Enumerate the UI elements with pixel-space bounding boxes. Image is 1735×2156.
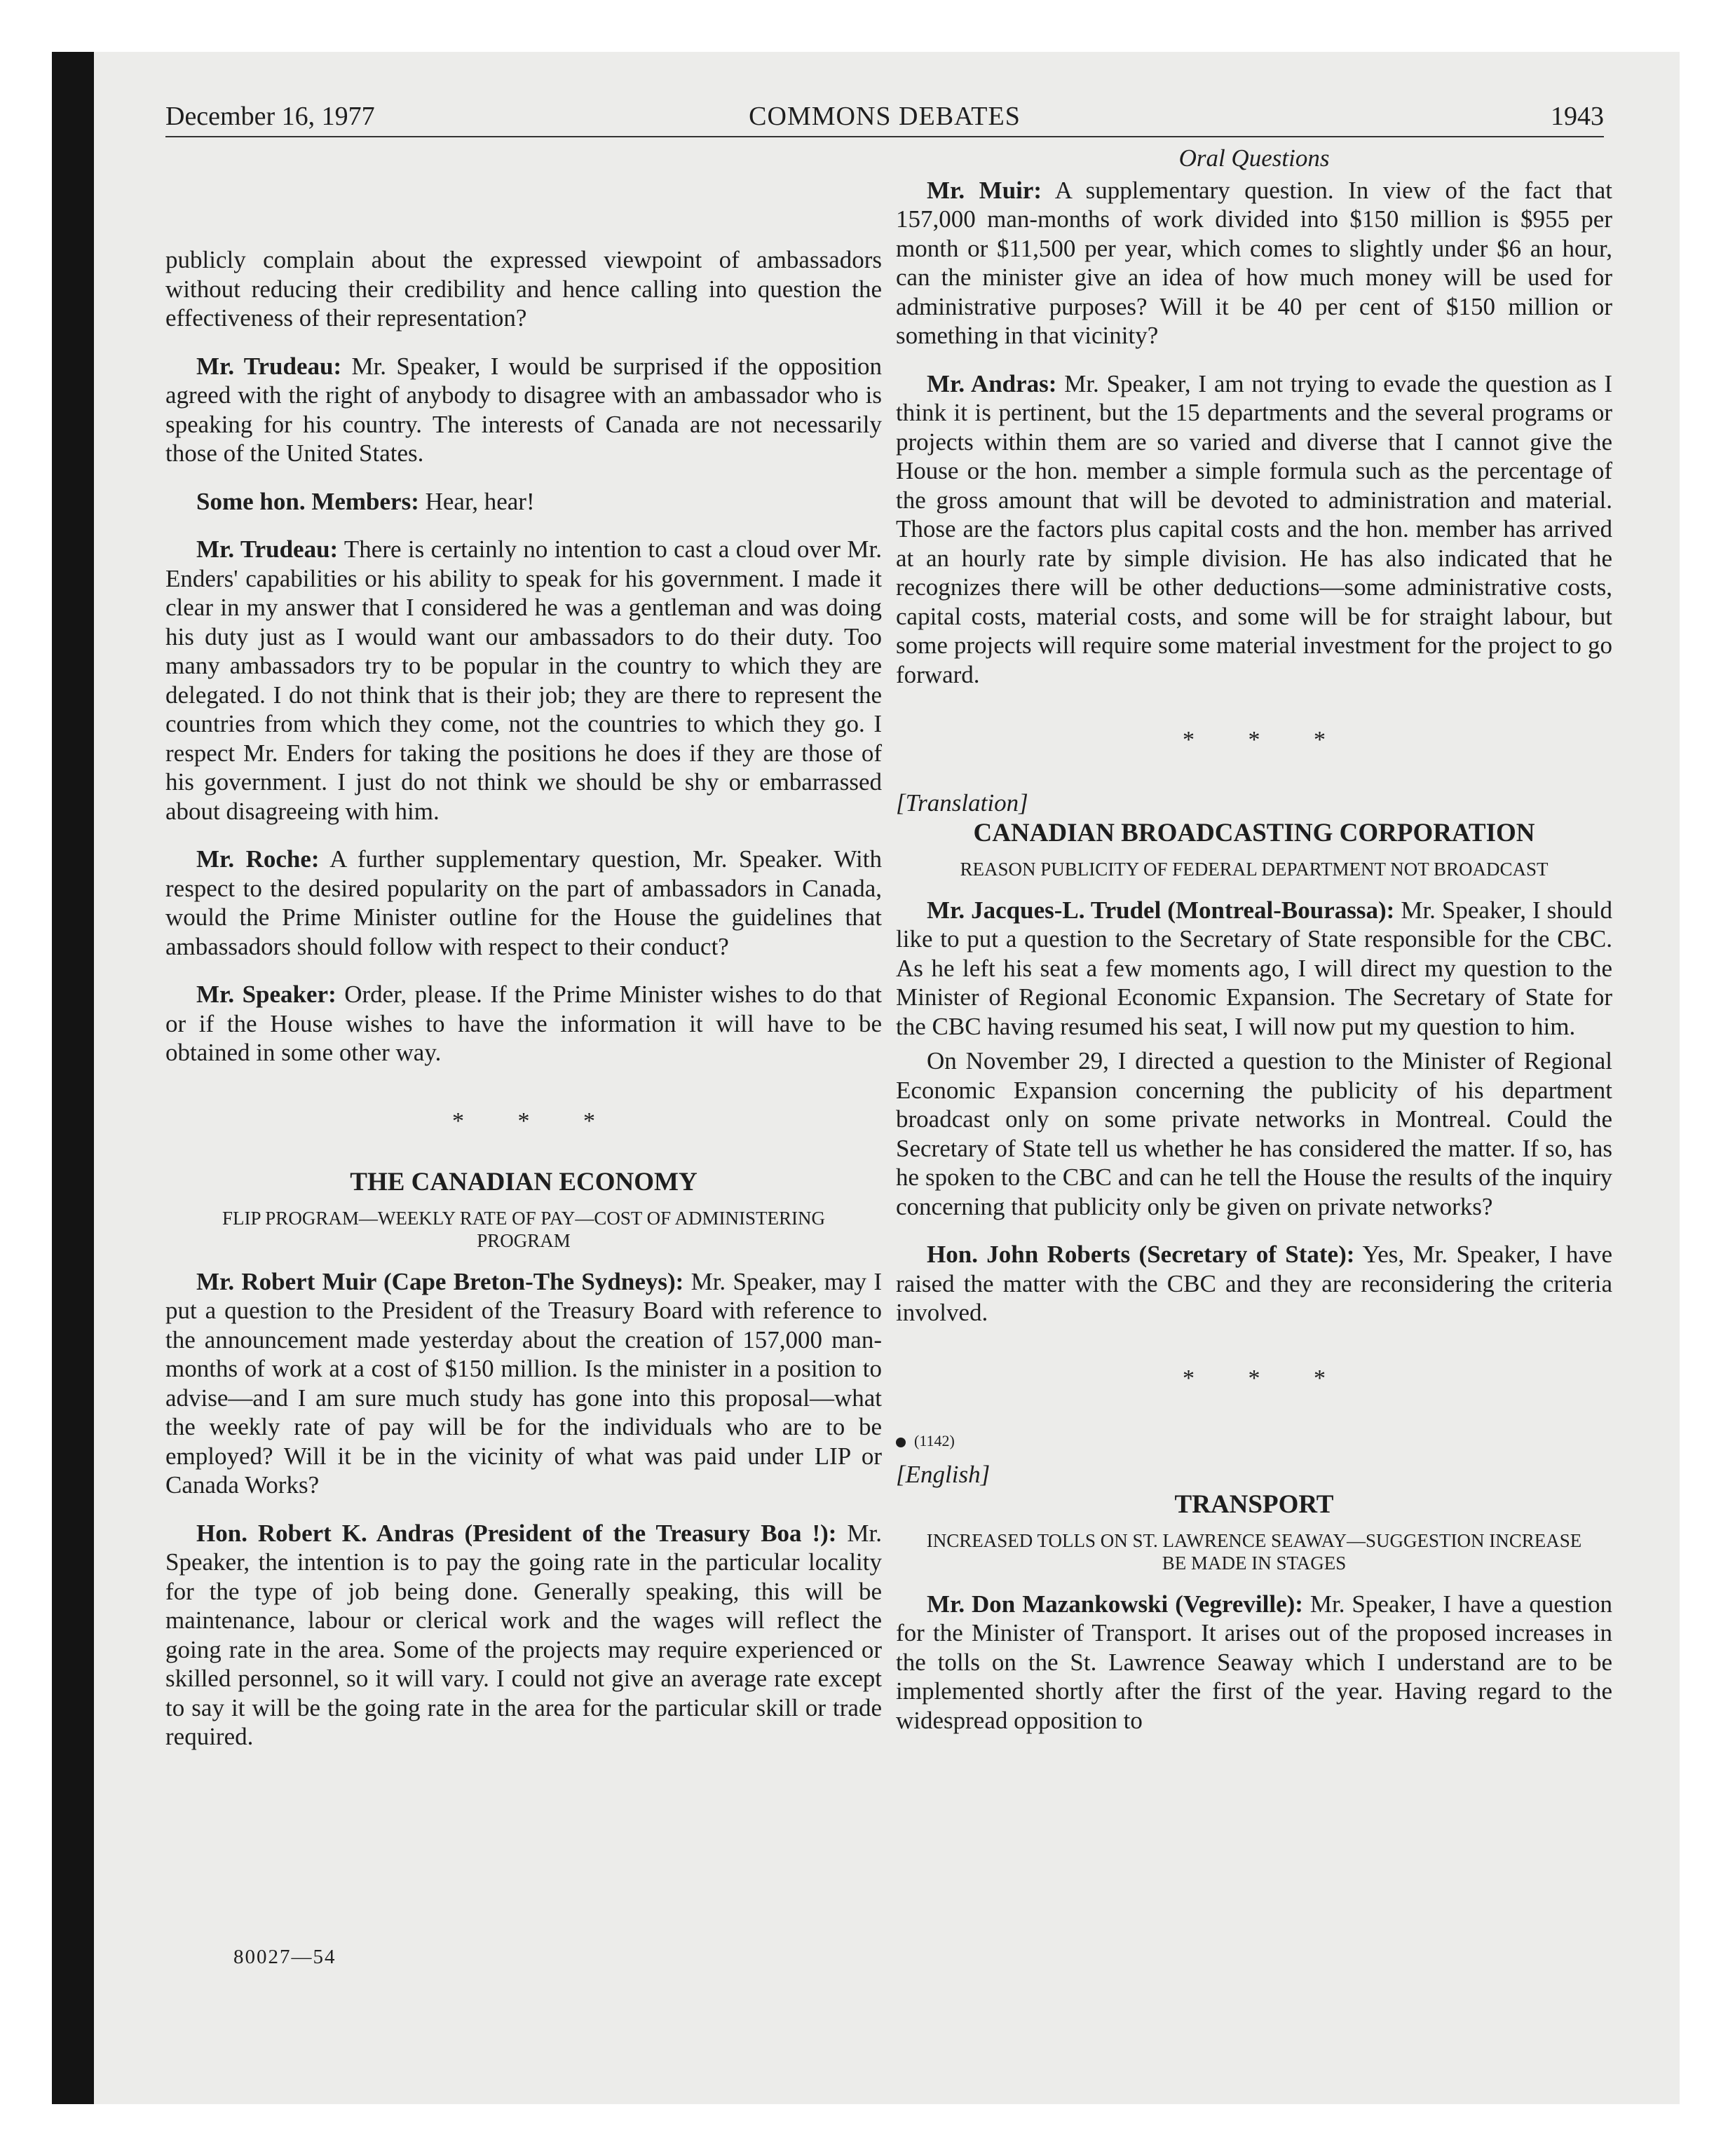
paragraph [896,896,1612,1042]
speech-text: Order, please. If the Prime Minister wishes to do that or if the House wishes to have the information it will have to be obtained in some other way. [165,981,882,1066]
speaker-name: Hon. Robert K. Andras (President of the Treasury Boa !): [196,1519,837,1547]
paragraph [896,369,1612,690]
paragraph [165,1519,882,1752]
paragraph [165,535,882,826]
speaker-name: Hon. John Roberts (Secretary of State): [927,1241,1355,1268]
speech-text: A further supplementary question, Mr. Speaker. With respect to the desired popularity on the part of ambassadors in Canada, would the Prime Minister outline for the House the guidelines that ambassadors should follow with respect to their conduct? [165,845,882,960]
section-subheading: INCREASED TOLLS ON ST. LAWRENCE SEAWAY—SUGGESTION INCREASE BE MADE IN STAGES [926,1529,1582,1574]
section-heading: THE CANADIAN ECONOMY [350,1168,698,1196]
header-date: December 16, 1977 [165,102,375,131]
bullet-icon [896,1438,906,1447]
footer-code: 80027—54 [233,1946,336,1968]
section-separator: * * * [452,1107,619,1134]
paragraph: On November 29, I directed a question to the Minister of Regional Economic Expansion concerning the publicity of his department broadcast only on some private networks in Montreal. Could the Secretary of State tell us whether he has considered the matter. If so, has he spoken to the CBC and can he tell the House the results of the inquiry concerning that publicity only be given on private networks? [896,1047,1612,1220]
right-column [896,144,1612,1735]
speaker-name: Mr. Roche: [196,845,320,873]
section-heading: TRANSPORT [1174,1490,1334,1519]
speech-text: Yes, Mr. Speaker, I have raised the matter with the CBC and they are reconsidering the criteria involved. [896,1241,1612,1326]
section-separator: * * * [1183,727,1349,753]
speech-text: Mr. Speaker, I would be surprised if the opposition agreed with the right of anybody to disagree with an ambassador who is speaking for his country. The interests of Canada are not necessarily those of the United States. [165,352,882,467]
speech-text: Mr. Speaker, I have a question for the Minister of Transport. It arises out of the proposed increases in the tolls on the St. Lawrence Seaway which I understand are to be implemented shortly after the first of the year. Having regard to the widespread opposition to [896,1590,1612,1734]
paragraph [165,352,882,468]
paragraph [896,1240,1612,1328]
speech-text: A supplementary question. In view of the fact that 157,000 man-months of work divided into $150 million is $955 per month or $11,500 per year, which comes to slightly under $6 an hour, can the minister give an idea of how much money will be used for administrative purposes? Will it be 40 per cent of $150 million or something in that vicinity? [896,176,1612,349]
speech-text: Hear, hear! [419,487,535,515]
speaker-name: Mr. Robert Muir (Cape Breton-The Sydneys): [196,1267,684,1295]
paragraph [165,487,882,517]
speaker-name: Mr. Trudeau: [196,535,339,563]
speaker-name: Mr. Jacques-L. Trudel (Montreal-Bourassa): [927,896,1395,924]
paragraph [896,1590,1612,1735]
paragraph: publicly complain about the expressed viewpoint of ambassadors without reducing their credibility and hence calling into question the effectiveness of their representation? [165,246,882,332]
section-separator: * * * [1183,1365,1349,1391]
speech-text: Mr. Speaker, I should like to put a question to the Secretary of State responsible for the CBC. As he left his seat a few moments ago, I will direct my question to the Minister of Regional Economic Expansion. The Secretary of State for the CBC having resumed his seat, I will now put my question to him. [896,896,1613,1040]
paragraph [165,845,882,961]
paragraph [896,176,1612,350]
page-header [165,97,1604,137]
speech-text: Mr. Speaker, the intention is to pay the going rate in the particular locality for the type of job being done. Generally speaking, this will be maintenance, labour or clerical work and the wages will reflect the going rate in the area. Some of the projects may require experienced or skilled personnel, so it will vary. I could not give an average rate except to say it will be the going rate in the area for the particular skill or trade required. [165,1519,882,1750]
speech-text: Mr. Speaker, I am not trying to evade the question as I think it is pertinent, but the 15 departments and the several programs or projects within them are so varied and diverse that I cannot give the House or the hon. member a simple formula such as the percentage of the gross amount that will be devoted to administration and material. Those are the factors plus capital costs and the hon. member has arrived at an hourly rate by simple division. He has also indicated that he recognizes there will be other deductions—some administrative costs, capital costs, material costs, and some will be for straight labour, but some projects will require some material investment for the project to go forward. [896,369,1612,688]
section-subheading: FLIP PROGRAM—WEEKLY RATE OF PAY—COST OF ADMINISTERING PROGRAM [222,1207,825,1251]
running-head: Oral Questions [1178,144,1330,172]
speaker-name: Some hon. Members: [196,487,419,515]
section-heading: CANADIAN BROADCASTING CORPORATION [973,819,1535,847]
paragraph [165,980,882,1067]
language-tag: [Translation] [896,789,1028,817]
left-column [165,245,882,1752]
speech-text: There is certainly no intention to cast a cloud over Mr. Enders' capabilities or his ability to speak for his government. I made it clear in my answer that I considered he was a gentleman and was doing his duty just as I would want our ambassadors to do their duty. Too many ambassadors try to be popular in the country to which they are delegated. I do not think that is their job; they are there to represent the countries from which they come, not the countries to which they go. I respect Mr. Enders for taking the positions he does if they are those of his government. I just do not think we should be shy or embarrassed about disagreeing with him. [165,535,882,825]
scan-spine-shadow [52,52,94,2104]
paragraph [165,1267,882,1500]
time-marker [896,1426,1612,1456]
speaker-name: Mr. Speaker: [196,981,336,1008]
speaker-name: Mr. Don Mazankowski (Vegreville): [927,1590,1303,1618]
speaker-name: Mr. Muir: [927,176,1042,204]
header-page-number: 1943 [1551,102,1604,131]
speaker-name: Mr. Trudeau: [196,352,342,380]
speech-text: Mr. Speaker, may I put a question to the President of the Treasury Board with reference to the announcement made yesterday about the creation of 157,000 man-months of work at a cost of $150 million. Is the minister in a position to advise—and I am sure much study has gone into this proposal—what the weekly rate of pay will be for the individuals who are to be employed? Will it be in the vicinity of what was paid under LIP or Canada Works? [165,1267,882,1499]
section-subheading: REASON PUBLICITY OF FEDERAL DEPARTMENT NOT BROADCAST [960,858,1549,880]
speaker-name: Mr. Andras: [927,369,1057,397]
time-marker-text: (1142) [914,1432,955,1449]
language-tag: [English] [896,1460,991,1488]
header-title: COMMONS DEBATES [749,102,1021,131]
